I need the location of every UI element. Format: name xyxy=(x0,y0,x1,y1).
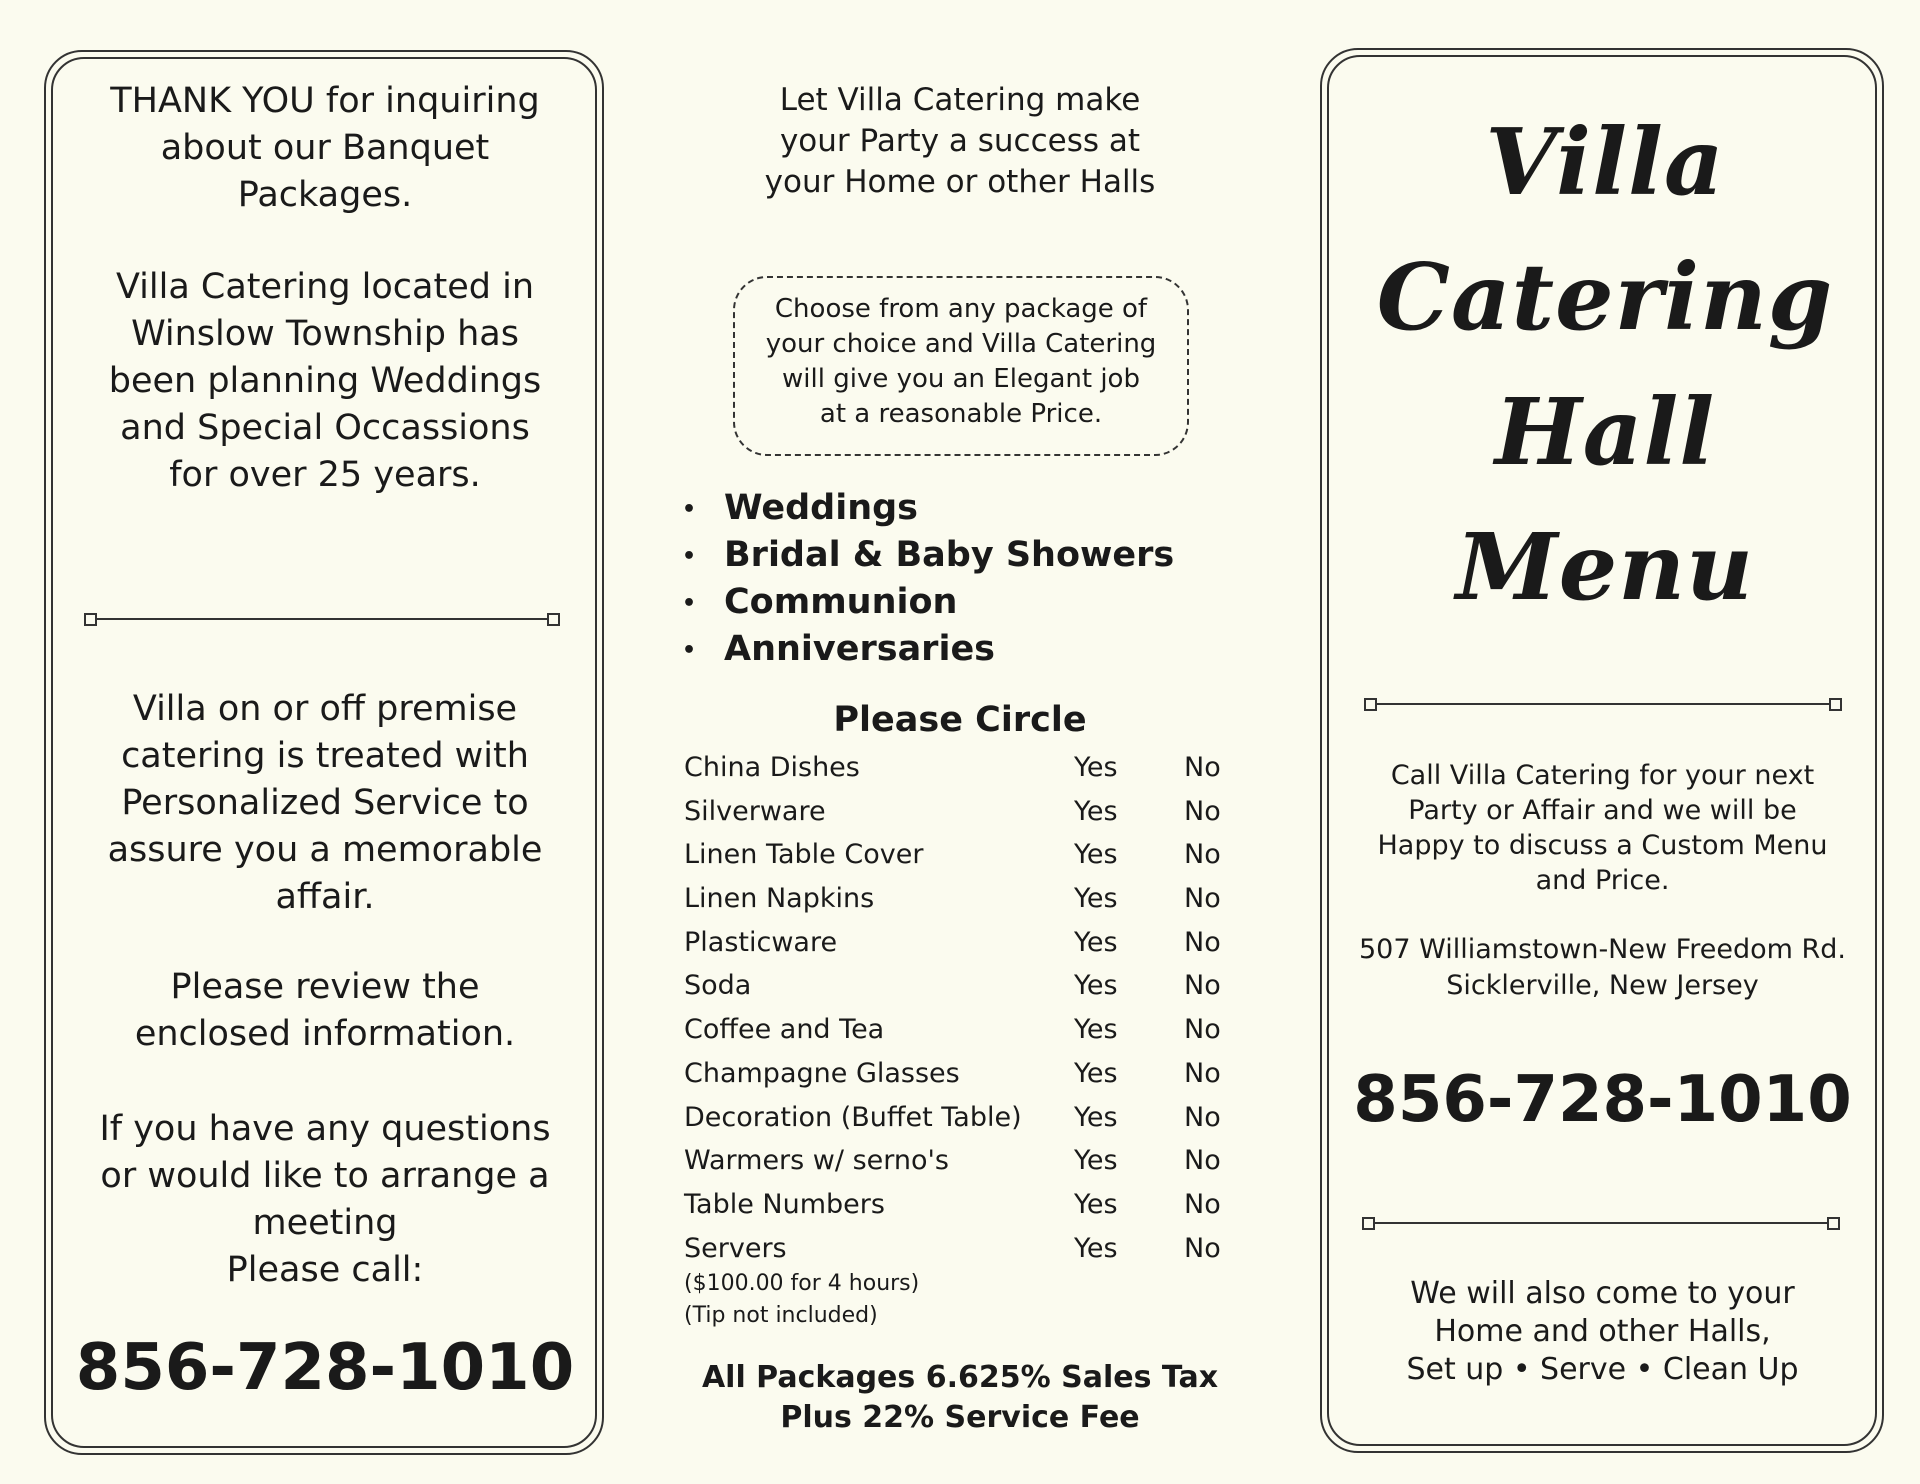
option-row xyxy=(684,923,1244,967)
option-no: No xyxy=(1184,1057,1221,1089)
option-row xyxy=(684,792,1244,836)
left-phone-number: 856-728-1010 xyxy=(75,1331,575,1405)
option-row xyxy=(684,1098,1244,1142)
option-yes: Yes xyxy=(1074,1232,1118,1264)
package-callout-text: Choose from any package of your choice and Villa Catering will give you an Elegant job at a reasonable Price. xyxy=(765,294,1157,429)
event-item xyxy=(682,626,1174,673)
option-label: Warmers w/ serno's xyxy=(684,1145,949,1177)
right-divider-bottom xyxy=(1372,1222,1830,1224)
event-label: Anniversaries xyxy=(724,629,996,669)
event-list xyxy=(682,485,1174,673)
bullet-icon: • xyxy=(682,590,697,616)
option-row xyxy=(684,835,1244,879)
also-text: We will also come to your Home and other Halls, Set up • Serve • Clean Up xyxy=(1406,1276,1799,1387)
option-no: No xyxy=(1184,1188,1221,1220)
servers-note: ($100.00 for 4 hours) (Tip not included) xyxy=(684,1271,920,1328)
option-yes: Yes xyxy=(1074,970,1118,1002)
premise-text: Villa on or off premise catering is treated with Personalized Service to assure you a memorable affair. xyxy=(107,689,543,917)
option-label: Plasticware xyxy=(684,926,838,958)
event-item xyxy=(682,579,1174,626)
option-label: Decoration (Buffet Table) xyxy=(684,1101,1022,1133)
option-label: Table Numbers xyxy=(684,1188,885,1220)
option-label: China Dishes xyxy=(684,752,860,783)
option-yes: Yes xyxy=(1074,839,1118,871)
option-label: Linen Table Cover xyxy=(684,839,924,871)
event-label: Bridal & Baby Showers xyxy=(724,535,1175,575)
please-circle-heading: Please Circle xyxy=(833,700,1087,740)
option-yes: Yes xyxy=(1074,926,1118,958)
option-yes: Yes xyxy=(1074,1057,1118,1089)
option-label: Champagne Glasses xyxy=(684,1057,960,1089)
option-row xyxy=(684,748,1244,792)
event-item xyxy=(682,532,1174,579)
option-label: Linen Napkins xyxy=(684,883,875,915)
brand-title: Villa Catering Hall Menu xyxy=(1376,108,1834,621)
right-divider-top xyxy=(1374,703,1832,705)
option-no: No xyxy=(1184,926,1221,958)
option-no: No xyxy=(1184,883,1221,915)
option-no: No xyxy=(1184,795,1221,827)
option-row xyxy=(684,1229,1244,1273)
option-yes: Yes xyxy=(1074,752,1118,783)
options-table xyxy=(684,748,1244,1272)
option-no: No xyxy=(1184,1101,1221,1133)
call-text: Call Villa Catering for your next Party or Affair and we will be Happy to discuss a Custom Menu and Price. xyxy=(1377,760,1828,896)
questions-text: If you have any questions or would like to arrange a meeting Please call: xyxy=(99,1109,551,1290)
option-no: No xyxy=(1184,1232,1221,1264)
option-row xyxy=(684,1141,1244,1185)
bullet-icon: • xyxy=(682,543,697,569)
option-row xyxy=(684,966,1244,1010)
event-label: Communion xyxy=(724,582,958,622)
option-yes: Yes xyxy=(1074,1188,1118,1220)
bullet-icon: • xyxy=(682,637,697,663)
option-no: No xyxy=(1184,752,1221,783)
thank-you-text: THANK YOU for inquiring about our Banquet Packages. xyxy=(110,81,540,215)
option-no: No xyxy=(1184,970,1221,1002)
option-label: Silverware xyxy=(684,795,826,827)
option-label: Servers xyxy=(684,1232,787,1264)
option-yes: Yes xyxy=(1074,883,1118,915)
event-item xyxy=(682,485,1174,532)
option-no: No xyxy=(1184,1014,1221,1046)
option-yes: Yes xyxy=(1074,1101,1118,1133)
option-yes: Yes xyxy=(1074,795,1118,827)
option-row xyxy=(684,1054,1244,1098)
option-label: Soda xyxy=(684,970,752,1002)
option-row xyxy=(684,879,1244,923)
tax-note: All Packages 6.625% Sales Tax Plus 22% Service Fee xyxy=(701,1360,1219,1435)
option-label: Coffee and Tea xyxy=(684,1014,885,1046)
address: 507 Williamstown-New Freedom Rd. Sicklerville, New Jersey xyxy=(1359,934,1846,1001)
tagline: Let Villa Catering make your Party a success at your Home or other Halls xyxy=(764,82,1156,200)
option-no: No xyxy=(1184,1145,1221,1177)
left-divider xyxy=(94,618,550,620)
history-text: Villa Catering located in Winslow Township has been planning Weddings and Special Occassions for over 25 years. xyxy=(108,267,542,495)
right-phone-number: 856-728-1010 xyxy=(1353,1063,1852,1137)
option-yes: Yes xyxy=(1074,1145,1118,1177)
option-row xyxy=(684,1010,1244,1054)
option-yes: Yes xyxy=(1074,1014,1118,1046)
event-label: Weddings xyxy=(724,488,919,528)
option-no: No xyxy=(1184,839,1221,871)
review-text: Please review the enclosed information. xyxy=(134,967,516,1054)
option-row xyxy=(684,1185,1244,1229)
bullet-icon: • xyxy=(682,496,697,522)
